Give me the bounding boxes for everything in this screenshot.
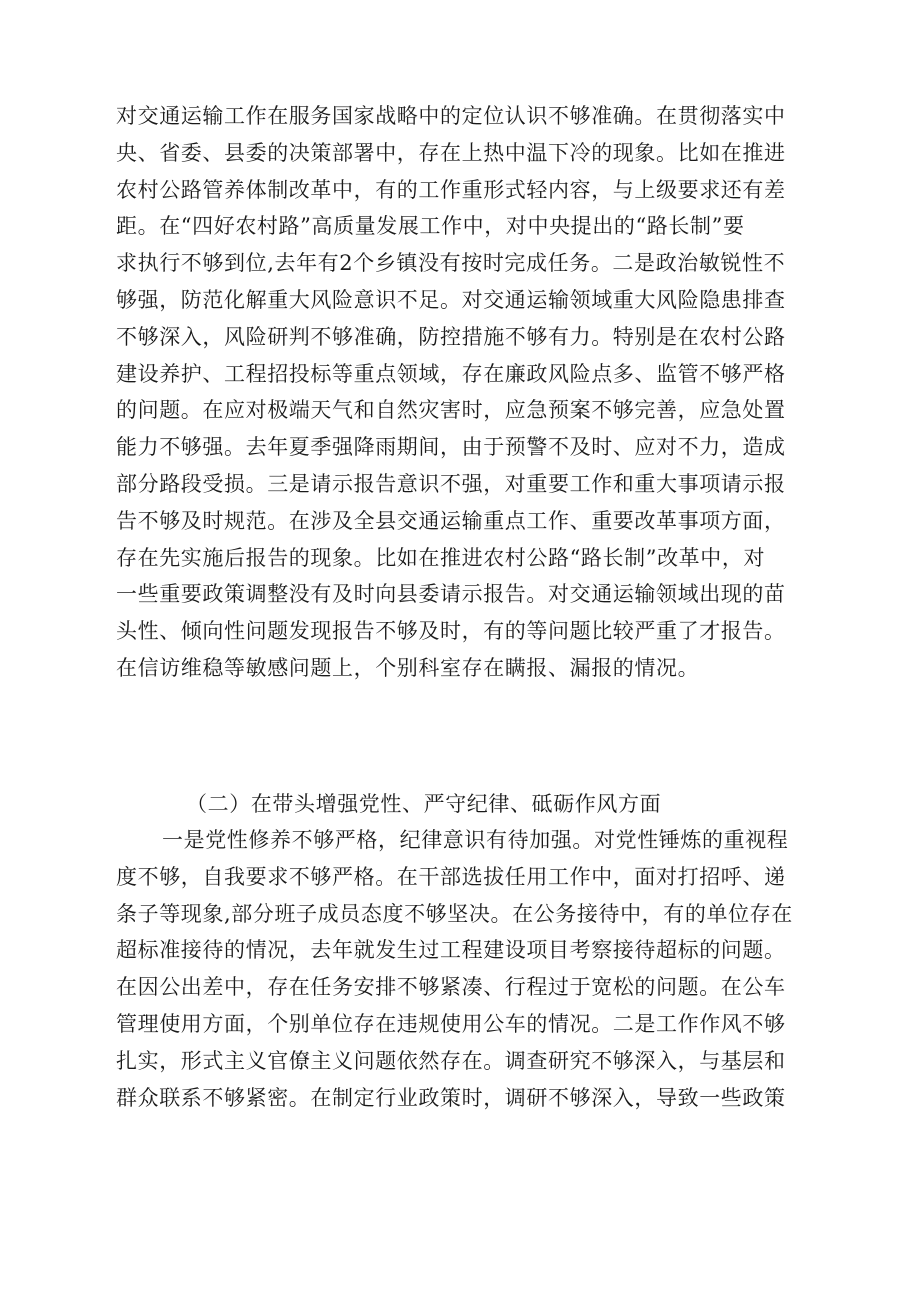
text-line: 在因公出差中，存在任务安排不够紧凑、行程过于宽松的问题。在公车 <box>116 975 786 1000</box>
text-line: 头性、倾向性问题发现报告不够及时，有的等问题比较严重了才报告。 <box>116 619 786 644</box>
paragraph-second <box>116 822 806 1116</box>
text-line: 距。在“四好农村路”高质量发展工作中，对中央提出的“路长制”要 <box>116 214 745 239</box>
text-line: 求执行不够到位,去年有2个乡镇没有按时完成任务。二是政治敏锐性不 <box>116 251 786 276</box>
text-line: 的问题。在应对极端天气和自然灾害时，应急预案不够完善，应急处置 <box>116 398 786 423</box>
text-line: 央、省委、县委的决策部署中，存在上热中温下冷的现象。比如在推进 <box>116 140 786 165</box>
text-line: 度不够，自我要求不够严格。在干部选拔任用工作中，面对打招呼、递 <box>116 864 786 889</box>
text-line: 建设养护、工程招投标等重点领域，存在廉政风险点多、监管不够严格 <box>116 361 786 386</box>
text-line: 能力不够强。去年夏季强降雨期间，由于预警不及时、应对不力，造成 <box>116 435 786 460</box>
text-line: 扎实，形式主义官僚主义问题依然存在。调查研究不够深入，与基层和 <box>116 1048 786 1073</box>
text-line: 管理使用方面，个别单位存在违规使用公车的情况。二是工作作风不够 <box>116 1011 786 1036</box>
text-line: 条子等现象,部分班子成员态度不够坚决。在公务接待中，有的单位存在 <box>116 901 793 926</box>
text-line: 农村公路管养体制改革中，有的工作重形式轻内容，与上级要求还有差 <box>116 177 786 202</box>
text-line: 一是党性修养不够严格，纪律意识有待加强。对党性锤炼的重视程 <box>162 828 789 852</box>
text-line: 够强，防范化解重大风险意识不足。对交通运输领域重大风险隐患排查 <box>116 287 786 312</box>
text-line: 对交通运输工作在服务国家战略中的定位认识不够准确。在贯彻落实中 <box>116 104 786 128</box>
text-line: 告不够及时规范。在涉及全县交通运输重点工作、重要改革事项方面， <box>116 508 786 533</box>
section-heading: （二）在带头增强党性、严守纪律、砥砺作风方面 <box>186 792 662 816</box>
text-line: 不够深入，风险研判不够准确，防控措施不够有力。特别是在农村公路 <box>116 324 786 349</box>
text-line: 在信访维稳等敏感问题上，个别科室存在瞒报、漏报的情况。 <box>116 655 700 680</box>
text-line: 一些重要政策调整没有及时向县委请示报告。对交通运输领域出现的苗 <box>116 582 786 607</box>
text-line: 群众联系不够紧密。在制定行业政策时，调研不够深入，导致一些政策 <box>116 1085 786 1110</box>
text-line: 部分路段受损。三是请示报告意识不强，对重要工作和重大事项请示报 <box>116 471 786 496</box>
text-line: 存在先实施后报告的现象。比如在推进农村公路“路长制”改革中，对 <box>116 545 766 570</box>
text-line: 超标准接待的情况，去年就发生过工程建设项目考察接待超标的问题。 <box>116 938 786 963</box>
paragraph-continued <box>116 98 806 687</box>
